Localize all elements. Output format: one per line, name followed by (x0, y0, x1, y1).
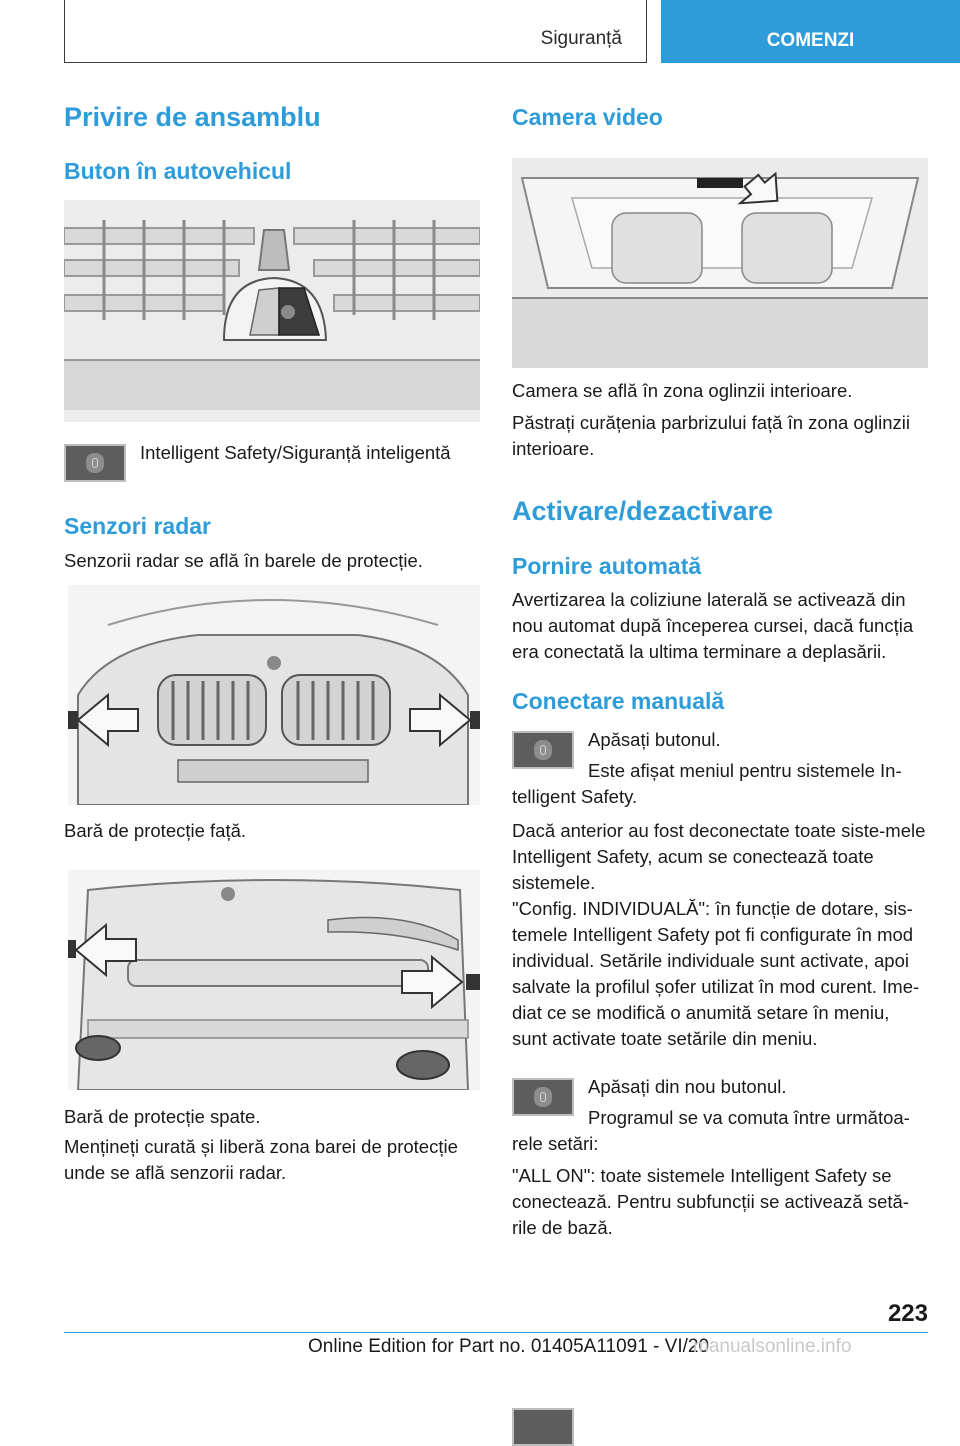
toggle-text-cont: rele setări: (512, 1133, 599, 1154)
subheading-button: Buton în autovehicul (64, 158, 292, 184)
footer-divider (64, 1332, 928, 1333)
keep-clean-text: Mențineți curată și liberă zona barei de protecție unde se află senzorii radar. (64, 1136, 458, 1183)
individual-config-text: "Config. INDIVIDUALĂ": în funcție de dotare, sis-temele Intelligent Safety pot fi configurate în mod individual. Setările individuale sunt activate, apoi salvate la profilul șofer utilizat în mod curent. Ime-diat ce se modifică o anumită setare în meniu, sunt activate toate setările din meniu. (512, 898, 920, 1049)
camera-figure (512, 158, 928, 368)
rear-bumper-caption: Bară de protecție spate. (64, 1106, 261, 1127)
front-bumper-caption: Bară de protecție față. (64, 820, 247, 841)
header-section-title: Siguranță (540, 28, 622, 49)
camera-interior-illustration (512, 158, 928, 368)
button-in-vehicle-figure (64, 200, 480, 422)
hidden-offscreen (512, 1408, 574, 1446)
header-chapter-tab[interactable]: COMENZI (661, 0, 960, 63)
intelligent-safety-icon (86, 453, 104, 473)
auto-start-text: Avertizarea la coliziune laterală se activează din nou automat după începerea cursei, dacă funcția era conectată la ultima terminare a deplasării. (512, 589, 914, 662)
rear-bumper-figure (68, 870, 480, 1090)
camera-location-text: Camera se află în zona oglinzii interioare. (512, 380, 853, 401)
subheading-manual: Conectare manuală (512, 688, 725, 714)
intelligent-safety-button-icon-2 (512, 731, 574, 769)
intelligent-safety-button-icon-3 (512, 1078, 574, 1116)
grille-button-illustration (64, 200, 480, 422)
header-section-box (64, 0, 647, 63)
all-on-text: "ALL ON": toate sistemele Intelligent Safety se conectează. Pentru subfuncții se activează setă-rile de bază. (512, 1165, 909, 1238)
menu-shown-text: Este afișat meniul pentru sistemele In- (588, 760, 902, 781)
rear-bumper-illustration (68, 870, 480, 1090)
front-bumper-illustration (68, 585, 480, 805)
intelligent-safety-icon (534, 1087, 552, 1107)
press-button-text: Apăsați butonul. (588, 729, 721, 750)
camera-clean-text: Păstrați curățenia parbrizului față în zona oglinzii interioare. (512, 412, 910, 459)
activation-title: Activare/dezactivare (512, 496, 774, 526)
toggle-text: Programul se va comuta între următoa- (588, 1107, 910, 1128)
front-bumper-figure (68, 585, 480, 805)
subheading-auto-start: Pornire automată (512, 553, 702, 579)
press-again-text: Apăsați din nou butonul. (588, 1076, 787, 1097)
intelligent-safety-icon (534, 740, 552, 760)
button-caption: Intelligent Safety/Siguranță inteligentă (140, 442, 451, 463)
subheading-camera: Camera video (512, 104, 663, 130)
intelligent-safety-button-icon (64, 444, 126, 482)
footer-edition: Online Edition for Part no. 01405A11091 - VI/20 (308, 1336, 710, 1357)
radar-text: Senzorii radar se află în barele de protecție. (64, 550, 423, 571)
menu-shown-text-cont: telligent Safety. (512, 786, 638, 807)
if-disconnected-text: Dacă anterior au fost deconectate toate siste-mele Intelligent Safety, acum se conectează toate sistemele. (512, 820, 926, 893)
page-title: Privire de ansamblu (64, 102, 321, 132)
footer-watermark: manualsonline.info (693, 1336, 852, 1357)
subheading-radar: Senzori radar (64, 513, 211, 539)
page-number: 223 (887, 1300, 928, 1327)
